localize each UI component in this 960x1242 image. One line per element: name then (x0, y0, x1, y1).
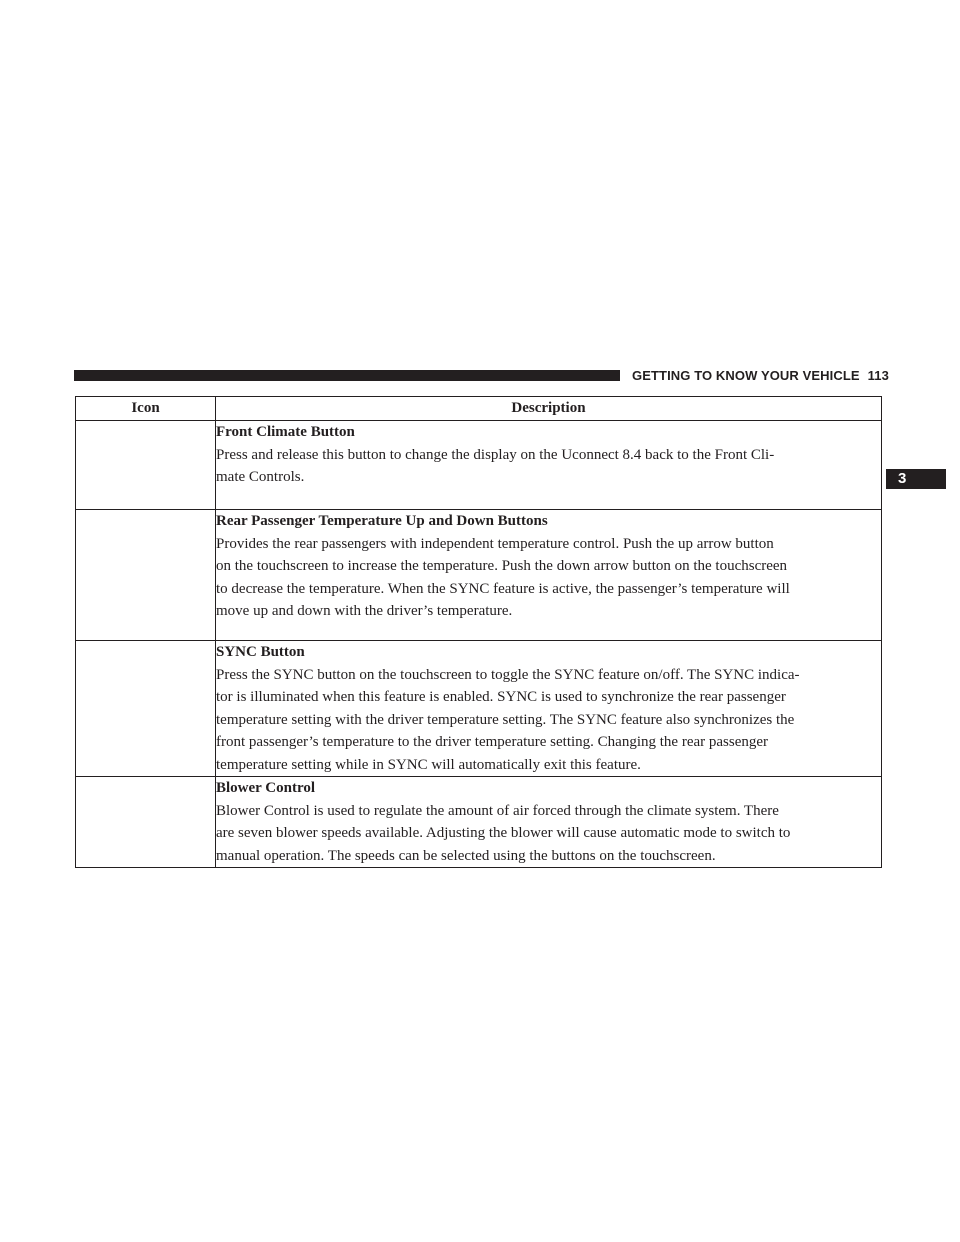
icon-description-table (75, 396, 882, 868)
column-header-icon: Icon (76, 397, 216, 421)
header-rule (74, 370, 620, 381)
description-cell (216, 421, 882, 510)
icon-cell-sync (76, 641, 216, 777)
entry-body: Provides the rear passengers with independent temperature control. Push the up arrow button on the touchscreen to increase the temperature. Push the down arrow button on the touchscreen to decrease the temperature. When the SYNC feature is active, the passenger’s temperature will move up and down with the driver’s temperature. (216, 535, 790, 619)
entry-title: Blower Control (216, 780, 316, 796)
column-header-description: Description (216, 397, 882, 421)
description-cell (216, 641, 882, 777)
running-header (632, 366, 889, 386)
icon-cell-front-climate (76, 421, 216, 510)
entry-title: Front Climate Button (216, 424, 355, 440)
section-title: GETTING TO KNOW YOUR VEHICLE (632, 368, 860, 383)
table-header-row (76, 397, 882, 421)
page-number: 113 (867, 368, 889, 383)
table-row (76, 510, 882, 641)
entry-title: Rear Passenger Temperature Up and Down Buttons (216, 513, 548, 529)
chapter-tab: 3 (886, 469, 946, 489)
table-row (76, 641, 882, 777)
entry-body: Press the SYNC button on the touchscreen to toggle the SYNC feature on/off. The SYNC indica- tor is illuminated when this feature is enabled. SYNC is used to synchronize the rear passenger temperature setting with the driver temperature setting. The SYNC feature also synchronizes the front passenger’s temperature to the driver temperature setting. Changing the rear passenger temperature setting while in SYNC will automatically exit this feature. (216, 666, 800, 773)
description-cell (216, 777, 882, 868)
table-row (76, 777, 882, 868)
description-cell (216, 510, 882, 641)
entry-body: Press and release this button to change the display on the Uconnect 8.4 back to the Front Cli- mate Controls. (216, 446, 775, 485)
icon-cell-rear-temp (76, 510, 216, 641)
entry-title: SYNC Button (216, 644, 305, 660)
table-row (76, 421, 882, 510)
icon-cell-blower (76, 777, 216, 868)
entry-body: Blower Control is used to regulate the amount of air forced through the climate system. There are seven blower speeds available. Adjusting the blower will cause automatic mode to switch to manual operation. The speeds can be selected using the buttons on the touchscreen. (216, 802, 791, 864)
